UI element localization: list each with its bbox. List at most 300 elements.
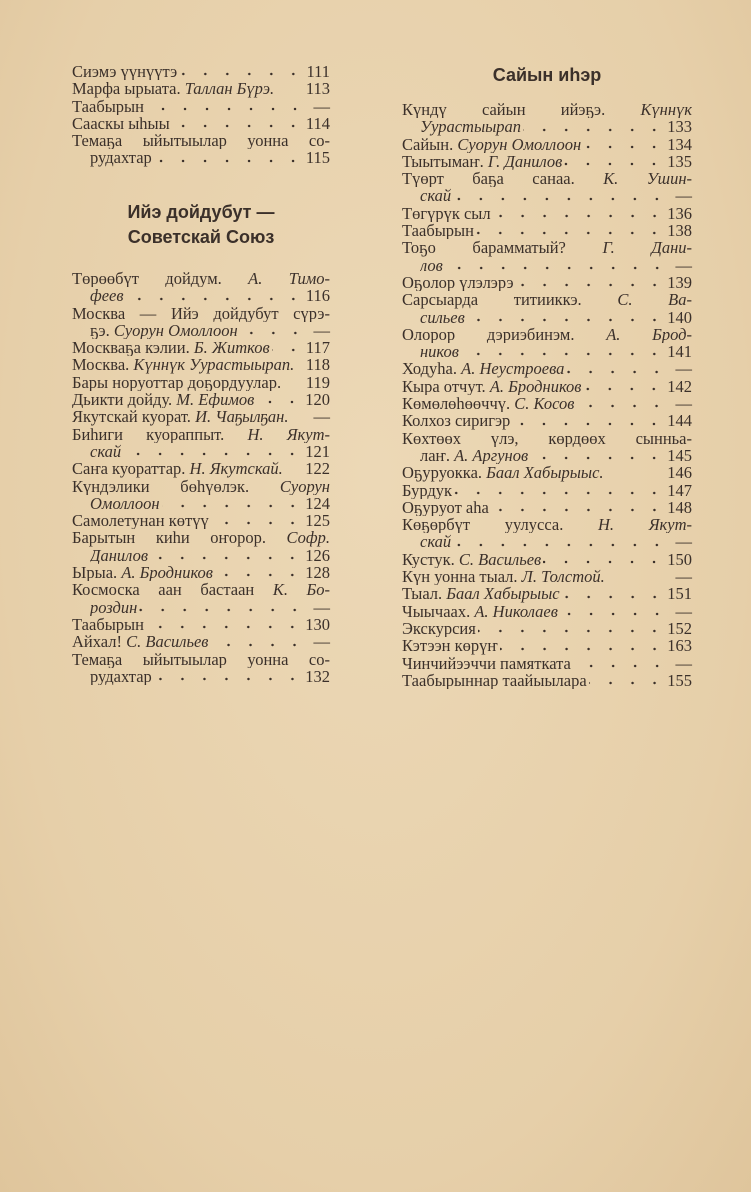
toc-entry-line [402, 187, 692, 204]
entry-text [402, 170, 692, 187]
toc-entry[interactable] [402, 239, 692, 274]
page-number: 122 [305, 459, 330, 479]
toc-entry[interactable] [402, 153, 692, 170]
entry-text [72, 132, 330, 149]
entry-author: А. Бродников [121, 564, 213, 582]
page-number: 136 [667, 203, 692, 223]
left-column-contents [72, 63, 330, 167]
entry-title: Биһиги куораппыт. [72, 425, 248, 443]
entry-author: Б. Житков [193, 339, 270, 357]
entry-text [402, 672, 587, 689]
entry-author: А. Аргунов [454, 446, 529, 465]
toc-entry-line [402, 603, 692, 620]
entry-title: Сиэмэ үүнүүтэ [72, 63, 178, 81]
page-number: 134 [667, 134, 692, 154]
dot-leader [453, 543, 668, 547]
entry-author: ников [420, 343, 459, 361]
dot-leader [491, 508, 665, 512]
entry-text [402, 153, 562, 170]
entry-title: рудахтар [90, 667, 152, 686]
entry-text [90, 322, 238, 339]
dot-leader [493, 214, 666, 218]
toc-entry-line [72, 98, 330, 115]
toc-entry-line [402, 222, 692, 239]
entry-text [72, 512, 209, 529]
page-number: 140 [667, 307, 692, 327]
entry-author: Омоллоон [90, 494, 160, 513]
toc-entry[interactable] [72, 132, 330, 167]
toc-entry-line [72, 356, 330, 373]
dot-leader [500, 647, 666, 651]
entry-text [402, 568, 605, 585]
page-number: 130 [305, 614, 330, 634]
entry-text [402, 499, 489, 516]
page-number: 132 [305, 666, 330, 686]
entry-author: А. Брод- [606, 325, 692, 344]
entry-author: Г. Данилов [487, 152, 563, 171]
entry-title: Космоска аан бастаан [72, 581, 273, 599]
toc-entry[interactable] [402, 170, 692, 205]
entry-title: Таабырын [72, 97, 144, 115]
dot-leader [172, 124, 304, 128]
dot-leader [146, 625, 303, 629]
page-number: 125 [305, 511, 330, 531]
entry-text [90, 443, 121, 460]
entry-text [402, 620, 476, 637]
dot-leader [566, 370, 668, 374]
toc-entry[interactable] [72, 581, 330, 616]
dot-leader [126, 297, 304, 301]
heading-line: Сайын иһэр [492, 65, 602, 85]
dot-leader [154, 159, 304, 163]
entry-author: Уурастыырап [420, 118, 522, 136]
page-number: 126 [305, 545, 330, 565]
toc-entry[interactable] [402, 274, 692, 291]
entry-title: Тоҕо барамматый? [402, 239, 603, 257]
entry-text [72, 651, 330, 668]
toc-entry[interactable] [72, 374, 330, 391]
toc-entry-line [402, 551, 692, 568]
section-heading-summer [402, 63, 692, 88]
dot-leader [589, 681, 666, 685]
page-number: — [313, 632, 330, 652]
dot-leader [562, 595, 666, 599]
entry-title: Ырыа. [72, 564, 122, 582]
entry-author: Суорун Омоллоон [457, 135, 582, 153]
entry-author: Г. Дани- [602, 239, 692, 257]
toc-entry-line [72, 322, 330, 339]
dot-leader [256, 400, 303, 404]
dot-leader [162, 504, 304, 508]
toc-entry-line [72, 408, 330, 425]
page-number: — [675, 394, 692, 414]
toc-entry-line [402, 430, 692, 447]
toc-entry[interactable] [72, 391, 330, 408]
entry-title: Көхтөөх үлэ, көрдөөх сынньа- [402, 429, 692, 447]
toc-entry-line [72, 305, 330, 322]
dot-leader [210, 643, 306, 647]
entry-author: скай [420, 533, 452, 551]
entry-text [72, 270, 330, 287]
entry-text [402, 291, 692, 308]
toc-entry[interactable] [72, 616, 330, 633]
entry-author: С. Васильев [126, 633, 209, 651]
entry-text [420, 118, 521, 135]
entry-text [402, 655, 571, 672]
entry-text [402, 516, 692, 533]
toc-entry[interactable] [402, 101, 692, 136]
entry-text [420, 343, 459, 360]
entry-title: Москва. [72, 356, 134, 374]
toc-entry[interactable] [72, 564, 330, 581]
entry-title: Оҕуруокка. [402, 464, 487, 482]
dot-leader [283, 383, 304, 387]
toc-entry[interactable] [402, 412, 692, 429]
toc-entry[interactable] [72, 356, 330, 373]
page-number: 148 [667, 497, 692, 517]
toc-entry[interactable] [402, 568, 692, 585]
page-number: — [675, 567, 692, 587]
entry-title: Көҕөрбүт уулусса. [402, 516, 598, 534]
entry-title: Темаҕа ыйытыылар уонна со- [72, 650, 330, 668]
dot-leader [272, 348, 304, 352]
entry-title: Темаҕа ыйытыылар уонна со- [72, 132, 330, 150]
entry-text [72, 616, 144, 633]
toc-entry-line [72, 616, 330, 633]
entry-title: Түөрт баҕа санаа. [402, 170, 604, 188]
entry-text [72, 339, 270, 356]
entry-text [90, 287, 124, 304]
page-number: 111 [306, 62, 330, 81]
entry-author: С. Косов [514, 395, 575, 413]
entry-text [402, 378, 581, 395]
page-number: 144 [667, 411, 692, 431]
entry-title: Якутскай куорат. [72, 408, 196, 426]
entry-author: К. Бо- [272, 581, 330, 599]
toc-entry[interactable] [72, 478, 330, 513]
dot-leader [573, 664, 668, 668]
entry-title: Олорор дэриэбинэм. [402, 325, 607, 344]
toc-entry-line [402, 239, 692, 256]
toc-entry-line [402, 585, 692, 602]
toc-entry[interactable] [72, 408, 330, 425]
entry-text [90, 495, 160, 512]
page-number: 118 [305, 355, 330, 375]
entry-title: Таабырыннар таайыылара [402, 671, 587, 690]
entry-title: Москва — Ийэ дойдубут сүрэ- [72, 304, 330, 322]
page-number: 128 [305, 563, 330, 583]
dot-leader [445, 266, 668, 270]
toc-entry-line [402, 136, 692, 153]
toc-entry[interactable] [402, 205, 692, 222]
entry-title: Төгүрүк сыл [402, 204, 491, 223]
entry-text [72, 633, 208, 650]
entry-title: Сайын. [402, 135, 458, 153]
dot-leader [215, 573, 303, 577]
toc-entry[interactable] [72, 80, 330, 97]
toc-list-summer [402, 101, 692, 689]
dot-leader [467, 318, 665, 322]
toc-entry-line [72, 443, 330, 460]
entry-text [402, 637, 498, 654]
page-number: 120 [305, 390, 330, 410]
toc-entry-line [402, 291, 692, 308]
page-number: 115 [305, 148, 330, 168]
toc-entry[interactable] [72, 460, 330, 477]
page-number: 147 [667, 480, 692, 500]
page-number: — [313, 407, 330, 427]
entry-title: Таабырын [402, 222, 474, 240]
page-number: 114 [305, 113, 330, 133]
entry-title: Көмөлөһөөччү. [402, 395, 515, 413]
entry-text [72, 80, 274, 97]
toc-entry[interactable] [402, 430, 692, 465]
toc-entry-line [72, 149, 330, 166]
toc-entry-line [72, 270, 330, 287]
entry-author: Данилов [90, 546, 148, 565]
entry-title: Таабырын [72, 615, 144, 634]
entry-text [402, 274, 514, 291]
toc-entry-line [72, 599, 330, 616]
toc-entry-line [402, 516, 692, 533]
toc-entry[interactable] [402, 499, 692, 516]
entry-title: Саҥа куораттар. [72, 460, 190, 478]
entry-title: Марфа ырыата. [72, 80, 185, 98]
dot-leader [583, 387, 665, 391]
toc-entry-line [402, 568, 692, 585]
entry-text [420, 187, 451, 204]
toc-entry[interactable] [72, 115, 330, 132]
toc-entry[interactable] [402, 585, 692, 602]
toc-entry-line [72, 512, 330, 529]
entry-text [72, 391, 254, 408]
toc-entry-line [72, 132, 330, 149]
entry-title: Бурдук [402, 481, 453, 499]
entry-title: Барытын киһи оҥорор. [72, 529, 287, 547]
entry-text [402, 395, 574, 412]
toc-entry[interactable] [402, 395, 692, 412]
toc-entry-line [72, 668, 330, 685]
page-number: 163 [667, 636, 692, 656]
toc-entry[interactable] [402, 464, 692, 481]
entry-text [72, 98, 144, 115]
entry-title: Дьикти дойду. [72, 391, 177, 409]
toc-entry-line [72, 374, 330, 391]
dot-leader [150, 556, 303, 560]
page-number: 145 [667, 445, 692, 465]
dot-leader [139, 608, 306, 612]
entry-title: Ходуһа. [402, 360, 462, 378]
toc-entry[interactable] [72, 270, 330, 305]
page-number: 116 [305, 286, 330, 306]
dot-leader [523, 128, 665, 132]
page-number: 124 [305, 493, 330, 513]
dot-leader [560, 612, 668, 616]
toc-entry[interactable] [402, 326, 692, 361]
toc-entry-line [402, 482, 692, 499]
entry-author: А. Неустроева [461, 360, 565, 378]
entry-author: Баал Хабырыыс. [486, 464, 604, 482]
entry-text [72, 115, 170, 132]
entry-title: Кыра отчут. [402, 377, 490, 396]
dot-leader [476, 231, 665, 235]
entry-title: Кустук. [402, 550, 459, 569]
entry-author: Л. Толстой. [521, 568, 605, 586]
entry-title: Москваҕа кэлии. [72, 339, 194, 357]
toc-entry[interactable] [72, 426, 330, 461]
entry-title: Тыал. [402, 585, 447, 603]
dot-leader [543, 560, 665, 564]
dot-leader [478, 629, 665, 633]
entry-author: М. Ефимов [176, 391, 255, 409]
dot-leader [123, 452, 303, 456]
dot-leader [461, 352, 665, 356]
toc-entry-line [72, 633, 330, 650]
entry-author: А. Николаев [474, 602, 558, 620]
entry-text [90, 547, 148, 564]
entry-text [90, 599, 137, 616]
dot-leader [285, 470, 303, 474]
toc-entry[interactable] [402, 136, 692, 153]
page-number: 151 [667, 584, 692, 604]
toc-entry-line [72, 80, 330, 97]
toc-entry-line [402, 378, 692, 395]
toc-entry[interactable] [402, 655, 692, 672]
toc-entry[interactable] [72, 63, 330, 80]
toc-entry-line [402, 637, 692, 654]
dot-leader [453, 197, 668, 201]
toc-entry-line [72, 547, 330, 564]
dot-leader [146, 107, 306, 111]
toc-entry-line [402, 499, 692, 516]
entry-author: А. Бродников [489, 377, 582, 396]
dot-leader [290, 418, 306, 422]
entry-text [72, 374, 281, 391]
entry-author: Таллан Бүрэ. [184, 80, 275, 98]
entry-author: Күннүк [640, 101, 692, 119]
entry-author: сильев [420, 308, 465, 326]
toc-entry[interactable] [72, 512, 330, 529]
toc-entry[interactable] [402, 360, 692, 377]
entry-author: И. Чаҕылҕан. [195, 408, 289, 426]
dot-leader [530, 456, 665, 460]
entry-text [420, 447, 528, 464]
entry-title: рудахтар [90, 149, 152, 167]
toc-entry[interactable] [402, 603, 692, 620]
toc-entry-line [402, 118, 692, 135]
toc-entry-line [72, 460, 330, 477]
toc-entry[interactable] [402, 672, 692, 689]
toc-entry[interactable] [402, 620, 692, 637]
entry-text [72, 478, 330, 495]
page-number: 113 [305, 79, 330, 99]
dot-leader [516, 283, 666, 287]
toc-entry[interactable] [72, 529, 330, 564]
entry-title: Самолетунан көтүү [72, 512, 209, 530]
toc-entry-line [402, 395, 692, 412]
dot-leader [454, 491, 665, 495]
toc-entry[interactable] [72, 305, 330, 340]
toc-list-top [72, 63, 330, 167]
toc-entry-line [402, 309, 692, 326]
entry-text [402, 603, 558, 620]
entry-text [72, 63, 177, 80]
page-number: 155 [667, 670, 692, 690]
entry-text [72, 581, 330, 598]
dot-leader [576, 404, 668, 408]
toc-entry[interactable] [72, 633, 330, 650]
toc-list-soviet-union [72, 270, 330, 685]
page-number: 152 [667, 618, 692, 638]
entry-text [420, 309, 465, 326]
toc-entry-line [72, 426, 330, 443]
page-number: 146 [667, 463, 692, 483]
entry-author: скай [420, 187, 452, 205]
heading-line: Советскай Союз [127, 227, 275, 247]
page-number: 117 [305, 338, 330, 358]
toc-entry[interactable] [402, 637, 692, 654]
dot-leader [211, 521, 304, 525]
toc-entry-line [402, 326, 692, 343]
toc-entry[interactable] [402, 378, 692, 395]
toc-entry-line [72, 63, 330, 80]
dot-leader [512, 422, 665, 426]
toc-entry-line [402, 170, 692, 187]
entry-author: лов [420, 256, 443, 274]
toc-entry-line [72, 287, 330, 304]
entry-author: феев [90, 287, 124, 305]
dot-leader [179, 72, 304, 76]
page-number: — [675, 186, 692, 206]
entry-text [402, 239, 692, 256]
heading-line: Ийэ дойдубут — [127, 202, 275, 222]
entry-text [402, 482, 452, 499]
dot-leader [240, 331, 306, 335]
toc-entry[interactable] [72, 651, 330, 686]
toc-entry[interactable] [72, 98, 330, 115]
entry-title: Оҕуруот аһа [402, 498, 489, 517]
page-number: 119 [305, 372, 330, 392]
toc-entry-line [72, 478, 330, 495]
entry-author: Н. Якут- [598, 516, 692, 534]
toc-entry-line [72, 391, 330, 408]
toc-entry[interactable] [72, 339, 330, 356]
entry-text [402, 551, 541, 568]
toc-entry-line [72, 581, 330, 598]
entry-title: Күн уонна тыал. [402, 568, 522, 586]
page-number: — [675, 653, 692, 673]
page-number: 121 [305, 441, 330, 461]
section-heading-soviet-union [72, 200, 330, 250]
entry-title: Чинчийээччи памятката [402, 654, 571, 672]
page-number: 141 [667, 342, 692, 362]
toc-entry[interactable] [402, 551, 692, 568]
entry-text [420, 257, 443, 274]
entry-title: Төрөөбүт дойдум. [72, 270, 249, 288]
toc-entry-line [72, 339, 330, 356]
toc-entry[interactable] [402, 222, 692, 239]
entry-title: Айхал! [72, 633, 127, 651]
toc-entry-line [402, 153, 692, 170]
toc-entry-line [72, 564, 330, 581]
entry-text [402, 101, 692, 118]
entry-author: С. Ва- [617, 291, 692, 309]
toc-entry[interactable] [402, 482, 692, 499]
toc-entry[interactable] [402, 516, 692, 551]
entry-title: Сарсыарда титииккэ. [402, 291, 618, 309]
toc-entry[interactable] [402, 291, 692, 326]
page-number: — [675, 255, 692, 275]
